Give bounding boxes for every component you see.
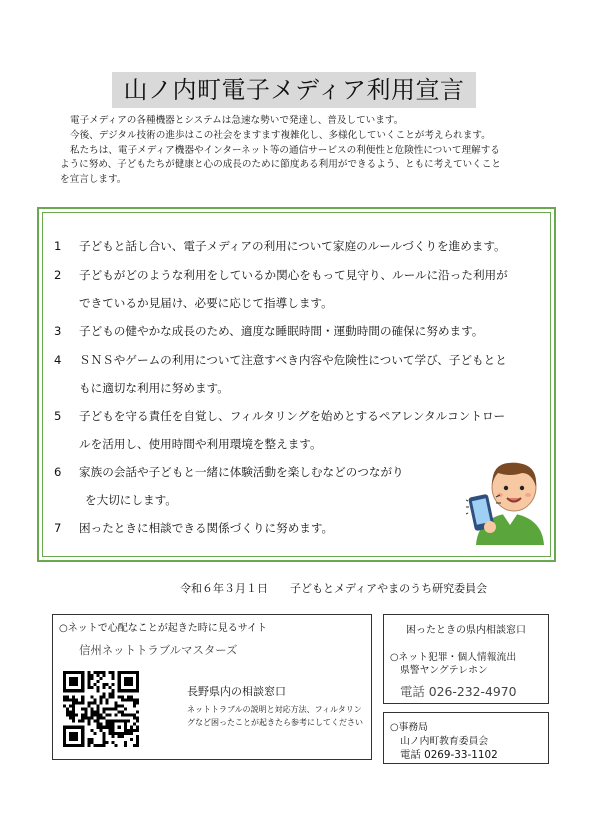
pledge-text: 困ったときに相談できる関係づくりに努めます。 [79,521,334,535]
local-consult-title: 長野県内の相談窓口 [187,685,286,698]
intro-line: ように努め、子どもたちが健康と心の成長のために節度ある利用ができるよう、ともに考えていくこと [60,159,501,171]
office-phone: 電話 0269-33-1102 [400,749,498,761]
pledge-text: を大切にします。 [85,493,177,507]
pledge-item [48,402,548,458]
qr-code-icon[interactable] [63,671,139,747]
pledge-item [48,261,548,317]
intro-line: 電子メディアの各種機器とシステムは急速な勢いで発達し、普及しています。 [70,115,404,126]
pledge-text: 子どもの健やかな成長のため、適度な睡眠時間・運動時間の確保に努めます。 [79,324,484,338]
pledge-text: 子どもと話し合い、電子メディアの利用について家庭のルールづくりを進めます。 [79,239,506,253]
consult-item: ○ネット犯罪・個人情報流出 [390,652,517,663]
help-site-box [52,614,372,760]
committee-name: 子どもとメディアやまのうち研究委員会 [290,582,488,595]
pledge-number: 3 [54,324,62,338]
office-org: 山ノ内町教育委員会 [400,736,489,747]
pledge-number: 5 [54,409,62,423]
help-site-heading: ○ネットで心配なことが起きた時に見るサイト [59,623,268,634]
pledge-item [48,317,548,346]
pledge-number: 7 [54,521,62,535]
pledge-text: 子どもがどのような利用をしているか関心をもって見守り、ルールに沿った利用が [79,268,508,282]
pledge-text: 子どもを守る責任を自覚し、フィルタリングを始めとするペアレンタルコントロー [79,409,506,423]
pledge-item [48,232,548,261]
office-heading: ○事務局 [390,722,428,733]
intro-line: 今後、デジタル技術の進歩はこの社会をますます複雑化し、多様化していくことが考えられます。 [70,129,491,141]
pledge-item [48,346,548,402]
pledge-text: ルを活用し、使用時間や利用環境を整えます。 [79,437,322,451]
office-box [383,712,549,764]
pledge-number: 6 [54,465,62,479]
pledge-text: 家族の会話や子どもと一緒に体験活動を楽しむなどのつながり [79,465,404,479]
intro-line: を宣言します。 [60,174,127,186]
declaration-date: 令和６年３月１日 [180,582,268,595]
pledge-number: 1 [54,239,62,253]
boy-with-smartphone-illustration [466,455,554,545]
pledge-text: もに適切な利用に努めます。 [79,381,229,395]
help-site-name[interactable]: 信州ネットトラブルマスターズ [79,643,238,657]
help-site-description: ネットトラブルの説明と対応方法、フィルタリングなど困ったことが起きたら参考にしてください [187,705,363,727]
page-title: 山ノ内町電子メディア利用宣言 [112,72,476,108]
pledge-number: 2 [54,268,62,282]
consult-phone: 電話 026-232-4970 [400,684,517,699]
consult-box [383,614,549,704]
pledge-text: できているか見届け、必要に応じて指導します。 [79,296,333,310]
consult-org: 県警ヤングテレホン [400,665,488,676]
pledge-text: ＳＮＳやゲームの利用について注意すべき内容や危険性について学び、子どもとと [79,353,507,367]
intro-line: 私たちは、電子メディア機器やインターネット等の通信サービスの利便性と危険性について理解する [70,144,500,156]
intro-text [60,114,540,188]
consult-heading: 困ったときの県内相談窓口 [406,625,526,636]
declaration-signature [180,580,487,596]
pledge-number: 4 [54,353,62,367]
